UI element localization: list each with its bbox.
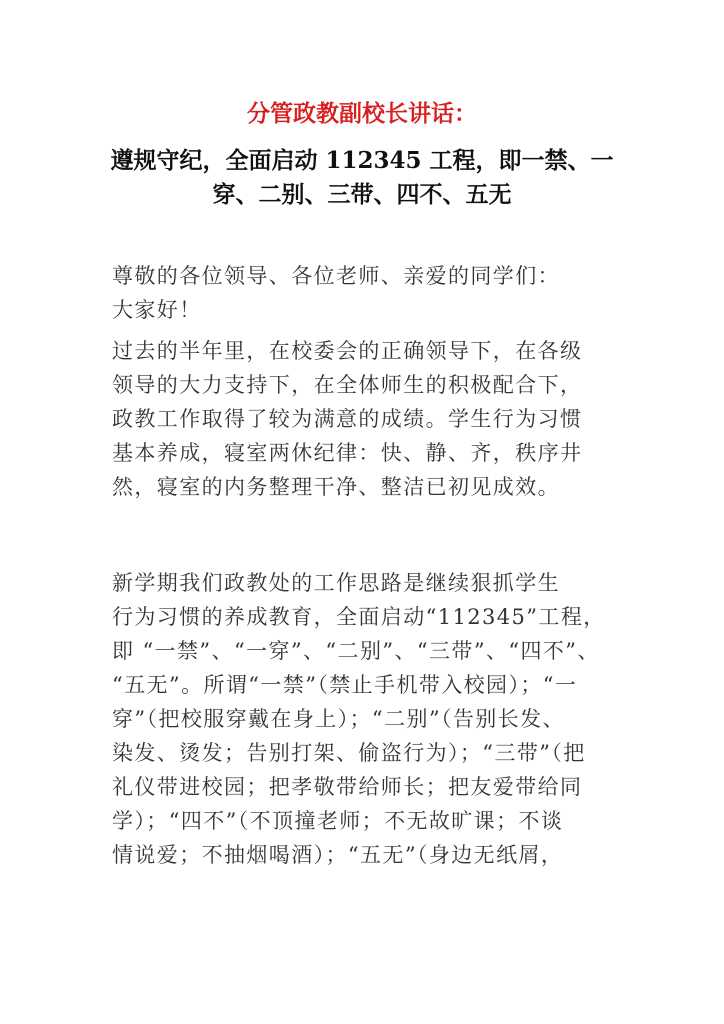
- paragraph-1-line: 领导的大力支持下，在全体师生的积极配合下，: [112, 373, 583, 397]
- subtitle-line-1: 遵规守纪，全面启动 112345 工程，即一禁、一: [110, 147, 614, 174]
- paragraph-2-line: 情说爱；不抽烟喝酒）；“五无”（身边无纸屑，: [112, 843, 564, 867]
- greeting-text: 尊敬的各位领导、各位老师、亲爱的同学们：: [112, 264, 560, 288]
- paragraph-2-line: 即 “一禁”、“一穿”、“二别”、“三带”、“四不”、: [112, 639, 600, 663]
- paragraph-2-line: 行为习惯的养成教育，全面启动“112345”工程，: [112, 605, 606, 629]
- hello-text: 大家好！: [112, 298, 202, 322]
- paragraph-1-line: 基本养成，寝室两休纪律：快、静、齐，秩序井: [112, 441, 583, 465]
- subtitle-line-2: 穿、二别、三带、四不、五无: [212, 181, 512, 208]
- paragraph-2-line: “五无”。所谓“一禁”（禁止手机带入校园）；“一: [112, 673, 578, 697]
- document-subtitle: [104, 143, 620, 211]
- paragraph-2-line: 染发、烫发；告别打架、偷盗行为）；“三带”（把: [112, 741, 586, 765]
- paragraph-2-line: 新学期我们政教处的工作思路是继续狠抓学生: [112, 571, 560, 595]
- paragraph-2-line: 学）；“四不”（不顶撞老师；不无故旷课；不谈: [112, 809, 564, 833]
- paragraph-2-line: 穿”（把校服穿戴在身上）；“二别”（告别长发、: [112, 707, 565, 731]
- paragraph-1-line: 然，寝室的内务整理干净、整洁已初见成效。: [112, 475, 560, 499]
- paragraph-2: [112, 566, 617, 872]
- paragraph-1-line: 政教工作取得了较为满意的成绩。学生行为习惯: [112, 407, 583, 431]
- document-title: 分管政教副校长讲话：: [247, 100, 477, 127]
- paragraph-1: [112, 334, 617, 504]
- paragraph-1-line: 过去的半年里，在校委会的正确领导下，在各级: [112, 339, 583, 363]
- paragraph-2-line: 礼仪带进校园；把孝敬带给师长；把友爱带给同: [112, 775, 583, 799]
